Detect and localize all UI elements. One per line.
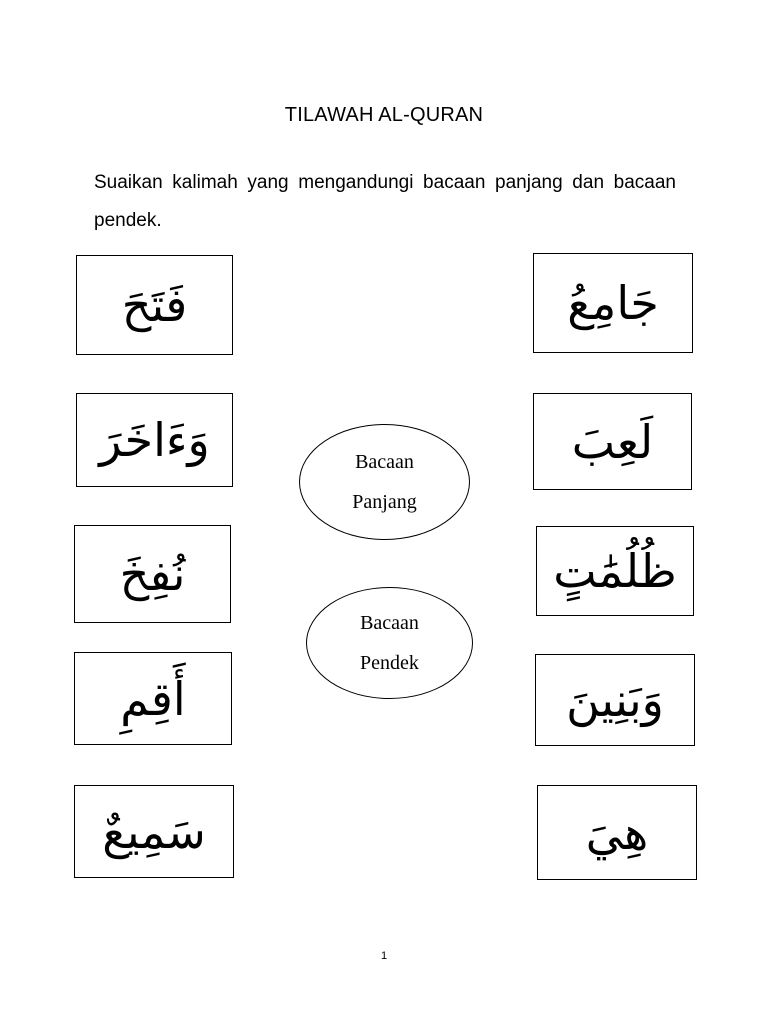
arabic-word: جَامِعُ	[567, 276, 659, 330]
arabic-word: فَتَحَ	[121, 278, 188, 332]
word-card-left-4[interactable]	[74, 652, 232, 745]
arabic-word: ظُلُمَٰتٍ	[553, 544, 677, 598]
arabic-word: أَقِمِ	[120, 671, 186, 726]
oval-label-line1: Bacaan	[355, 451, 414, 473]
oval-bacaan-pendek[interactable]	[306, 587, 473, 699]
word-card-right-2[interactable]	[533, 393, 692, 490]
word-card-right-1[interactable]	[533, 253, 693, 353]
oval-label-line2: Panjang	[352, 491, 417, 513]
arabic-word: وَبَنِينَ	[566, 673, 664, 727]
word-card-left-1[interactable]	[76, 255, 233, 355]
oval-label-line1: Bacaan	[360, 612, 419, 634]
instruction-text: Suaikan kalimah yang mengandungi bacaan panjang dan bacaan pendek.	[94, 172, 676, 231]
word-card-left-5[interactable]	[74, 785, 234, 878]
word-card-right-3[interactable]	[536, 526, 694, 616]
word-card-left-2[interactable]	[76, 393, 233, 487]
arabic-word: وَءَاخَرَ	[99, 413, 210, 467]
oval-label-line2: Pendek	[360, 652, 419, 674]
arabic-word: سَمِيعٌ	[102, 804, 206, 859]
page-title: TILAWAH AL-QURAN	[284, 104, 484, 126]
page-number: 1	[380, 950, 388, 962]
arabic-word: نُفِخَ	[119, 547, 186, 601]
arabic-word: لَعِبَ	[571, 414, 654, 469]
arabic-word: هِيَ	[585, 805, 649, 860]
word-card-right-4[interactable]	[535, 654, 695, 746]
oval-bacaan-panjang[interactable]	[299, 424, 470, 540]
word-card-right-5[interactable]	[537, 785, 697, 880]
word-card-left-3[interactable]	[74, 525, 231, 623]
